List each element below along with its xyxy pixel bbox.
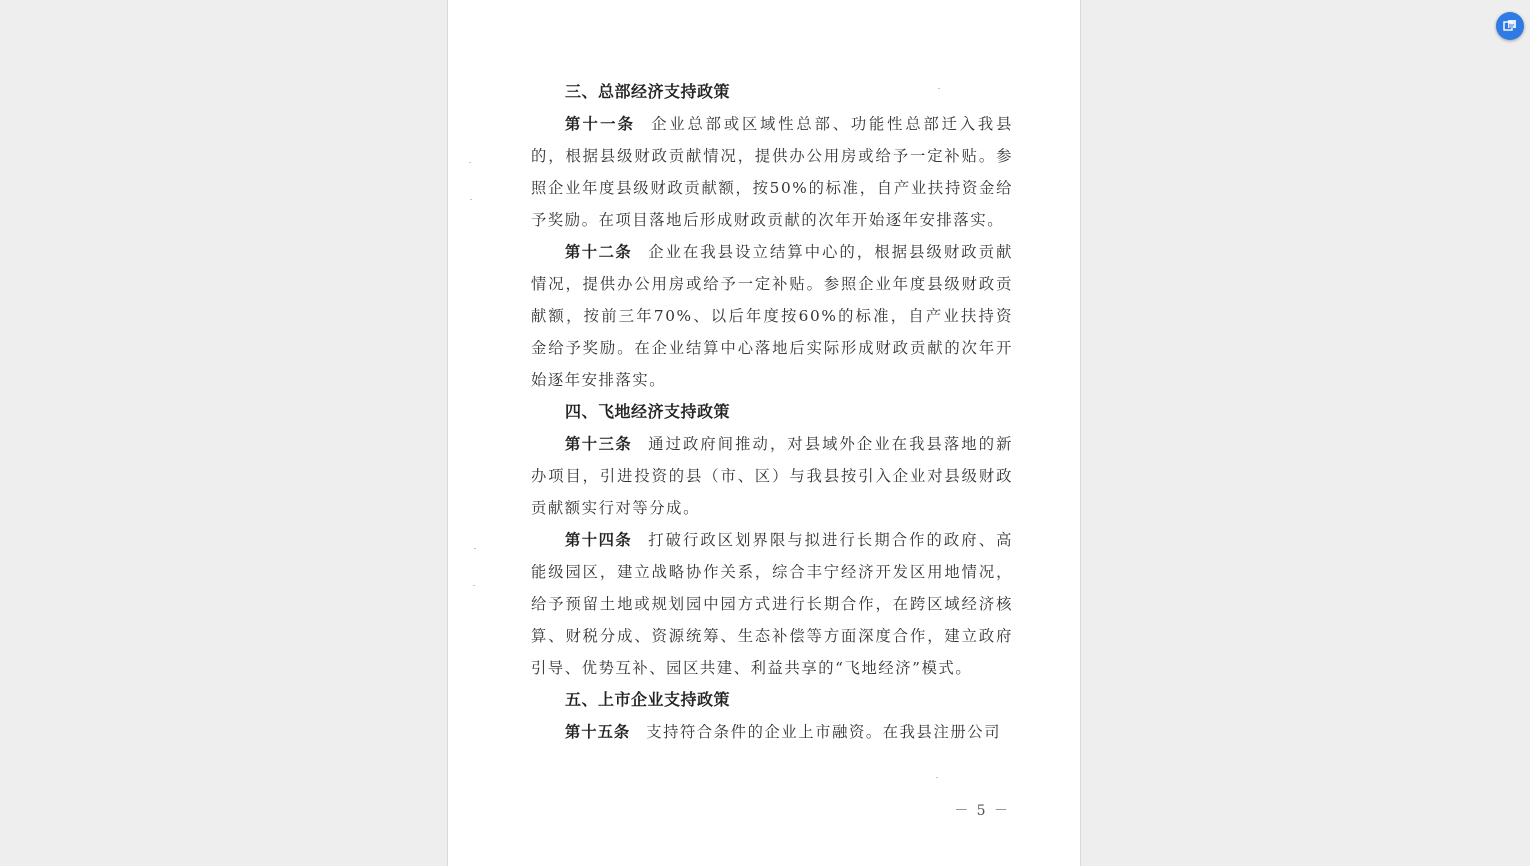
article-paragraph [531, 716, 1013, 748]
article-text: 打破行政区划界限与拟进行长期合作的政府、高能级园区，建立战略协作关系，综合丰宁经济开发区用地情况，给予预留土地或规划园中园方式进行长期合作，在跨区域经济核算、财税分成、资源统筹、生态补偿等方面深度合作，建立政府引导、优势互补、园区共建、利益共享的“飞地经济”模式。 [531, 531, 1013, 677]
page-body-text [531, 76, 1013, 748]
scan-speck [474, 548, 476, 549]
article-label: 第十二条 [565, 243, 633, 261]
article-paragraph [531, 236, 1013, 396]
article-text: 通过政府间推动，对县域外企业在我县落地的新办项目，引进投资的县（市、区）与我县按引入企业对县级财政贡献额实行对等分成。 [531, 435, 1013, 517]
scan-speck [470, 199, 472, 200]
article-text: 企业总部或区域性总部、功能性总部迁入我县的，根据县级财政贡献情况，提供办公用房或给予一定补贴。参照企业年度县级财政贡献额，按50%的标准，自产业扶持资金给予奖励。在项目落地后形成财政贡献的次年开始逐年安排落实。 [531, 115, 1013, 229]
article-text: 企业在我县设立结算中心的，根据县级财政贡献情况，提供办公用房或给予一定补贴。参照企业年度县级财政贡献额，按前三年70%、以后年度按60%的标准，自产业扶持资金给予奖励。在企业结算中心落地后实际形成财政贡献的次年开始逐年安排落实。 [531, 243, 1013, 389]
section-heading: 五、上市企业支持政策 [565, 690, 731, 709]
screenshot-icon [1503, 19, 1517, 33]
article-label: 第十五条 [565, 723, 631, 741]
document-page [447, 0, 1081, 866]
section-heading: 三、总部经济支持政策 [565, 82, 731, 101]
article-paragraph [531, 108, 1013, 236]
floating-screenshot-button[interactable] [1496, 12, 1524, 40]
scan-speck [473, 585, 475, 586]
article-label: 第十三条 [565, 435, 633, 453]
article-paragraph [531, 524, 1013, 684]
article-label: 第十四条 [565, 531, 633, 549]
article-paragraph [531, 428, 1013, 524]
scan-speck [469, 162, 471, 163]
section-heading: 四、飞地经济支持政策 [565, 402, 731, 421]
article-label: 第十一条 [565, 115, 636, 133]
article-text: 支持符合条件的企业上市融资。在我县注册公司 [646, 723, 1002, 741]
page-number: － 5 － [954, 803, 1010, 819]
scan-speck [936, 777, 938, 778]
